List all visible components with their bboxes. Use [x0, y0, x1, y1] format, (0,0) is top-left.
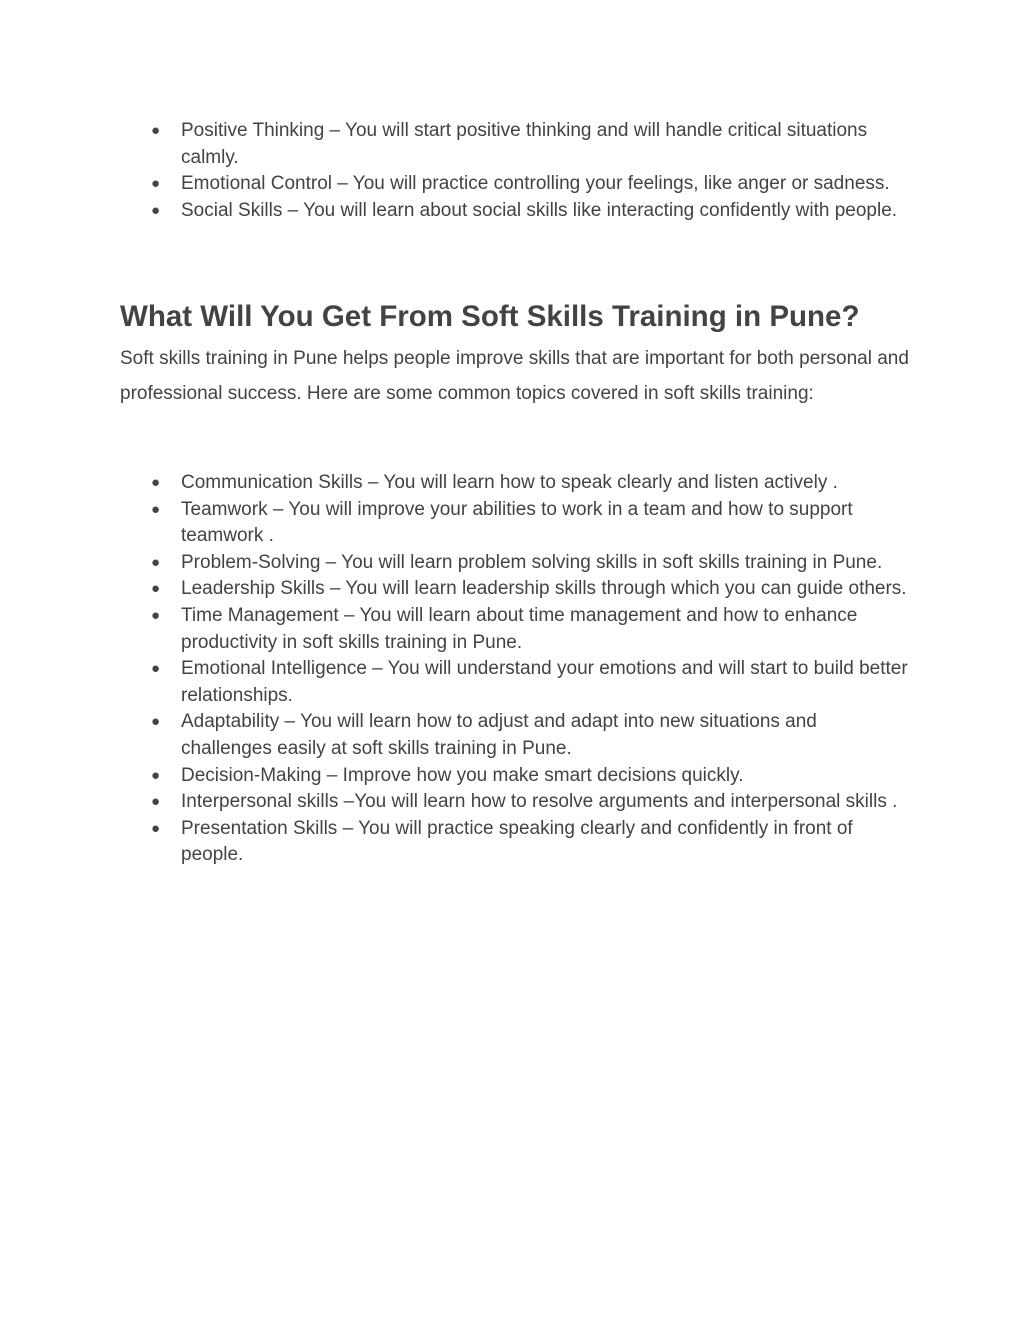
list-item [120, 789, 910, 816]
bullet-icon: ● [151, 819, 161, 837]
bullet-icon: ● [151, 122, 161, 139]
bullet-icon: ● [151, 660, 161, 678]
list-item [120, 550, 910, 577]
benefits-list [120, 118, 910, 224]
section-heading: What Will You Get From Soft Skills Training in Pune? [120, 300, 860, 333]
list-item-text: Communication Skills – You will learn how to speak clearly and listen actively . [181, 472, 838, 493]
list-item [120, 709, 910, 762]
bullet-icon: ● [151, 500, 161, 518]
list-item-text: Positive Thinking – You will start positive thinking and will handle critical situations calmly. [181, 120, 868, 168]
list-item [120, 171, 910, 198]
bullet-icon: ● [151, 553, 161, 571]
list-item-text: Teamwork – You will improve your abilities to work in a team and how to support teamwork . [181, 498, 853, 547]
list-item-text: Problem-Solving – You will learn problem solving skills in soft skills training in Pune. [181, 551, 883, 573]
list-item [120, 497, 910, 550]
list-item [120, 198, 910, 225]
list-item-text: Interpersonal skills –You will learn how to resolve arguments and interpersonal skills . [181, 791, 898, 813]
bullet-icon: ● [151, 201, 161, 219]
list-item [120, 576, 910, 603]
bullet-icon: ● [151, 793, 161, 811]
list-item-text: Emotional Control – You will practice controlling your feelings, like anger or sadness. [181, 173, 890, 195]
list-item [120, 470, 910, 497]
section-intro: Soft skills training in Pune helps people improve skills that are important for both personal and professional success. Here are some common topics covered in soft skills training: [120, 348, 909, 404]
topics-list [120, 470, 910, 869]
list-item-text: Social Skills – You will learn about social skills like interacting confidently with people. [181, 199, 898, 221]
list-item-text: Time Management – You will learn about time management and how to enhance productivity in soft skills training in Pune. [181, 604, 858, 653]
bullet-icon: ● [151, 606, 161, 624]
list-item-text: Decision-Making – Improve how you make smart decisions quickly. [181, 764, 744, 786]
bullet-icon: ● [151, 766, 161, 784]
bullet-icon: ● [151, 580, 161, 598]
list-item-text: Leadership Skills – You will learn leadership skills through which you can guide others. [181, 578, 907, 600]
list-item [120, 816, 910, 869]
list-item [120, 603, 910, 656]
list-item-text: Adaptability – You will learn how to adjust and adapt into new situations and challenges easily at soft skills training in Pune. [181, 711, 817, 759]
bullet-icon: ● [151, 474, 161, 491]
list-item-text: Emotional Intelligence – You will understand your emotions and will start to build better relationships. [181, 658, 908, 706]
bullet-icon: ● [151, 713, 161, 731]
list-item [120, 763, 910, 790]
list-item [120, 656, 910, 709]
bullet-icon: ● [151, 175, 161, 193]
list-item-text: Presentation Skills – You will practice speaking clearly and confidently in front of people. [181, 817, 853, 866]
list-item [120, 118, 910, 171]
